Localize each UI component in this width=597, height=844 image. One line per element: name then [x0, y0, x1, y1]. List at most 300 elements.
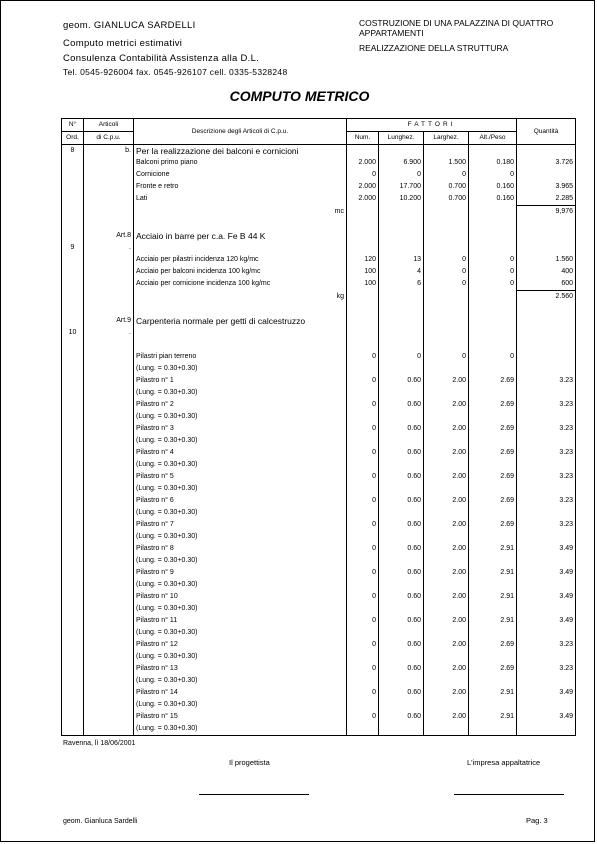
cell-descrizione: (Lung. = 0.30+0.30) — [134, 363, 347, 375]
table-row — [62, 339, 576, 351]
cell-altezza: 2.69 — [469, 447, 517, 459]
cell-ord — [62, 339, 84, 351]
table-row — [62, 639, 576, 651]
cell-altezza — [469, 145, 517, 158]
cell-quantita: 3.49 — [517, 711, 576, 723]
cell-quantita: 9,976 — [517, 206, 576, 219]
cell-larghezza — [424, 435, 469, 447]
table-row — [62, 169, 576, 181]
cell-descrizione: mc — [134, 206, 347, 219]
cell-ord: 9 — [62, 242, 84, 254]
table-row — [62, 483, 576, 495]
cell-larghezza: 2.00 — [424, 423, 469, 435]
cell-ord — [62, 206, 84, 219]
cell-quantita: 3.49 — [517, 591, 576, 603]
table-row — [62, 495, 576, 507]
cell-altezza: 2.91 — [469, 543, 517, 555]
table-row — [62, 603, 576, 615]
cell-altezza: 0 — [469, 351, 517, 363]
table-row — [62, 459, 576, 471]
cell-ord — [62, 711, 84, 723]
cell-altezza: 2.69 — [469, 639, 517, 651]
cell-lunghezza: 0 — [379, 351, 424, 363]
cell-descrizione: Pilastro n° 3 — [134, 423, 347, 435]
cell-larghezza — [424, 411, 469, 423]
cell-articolo — [84, 423, 134, 435]
cell-num: 120 — [347, 254, 379, 266]
cell-quantita: 3.49 — [517, 687, 576, 699]
cell-descrizione: Per la realizzazione dei balconi e cornicioni — [134, 145, 347, 158]
cell-altezza: 2.69 — [469, 399, 517, 411]
cell-larghezza: 0 — [424, 351, 469, 363]
cell-articolo — [84, 627, 134, 639]
cell-lunghezza: 0.60 — [379, 567, 424, 579]
cell-larghezza: 0 — [424, 266, 469, 278]
cell-quantita — [517, 218, 576, 230]
cell-num — [347, 723, 379, 736]
cell-num — [347, 603, 379, 615]
cell-quantita — [517, 230, 576, 242]
cell-articolo: . — [84, 242, 134, 254]
cell-larghezza: 2.00 — [424, 399, 469, 411]
cell-ord — [62, 351, 84, 363]
cell-larghezza — [424, 242, 469, 254]
cell-ord — [62, 266, 84, 278]
cell-larghezza: 2.00 — [424, 711, 469, 723]
cell-descrizione: (Lung. = 0.30+0.30) — [134, 603, 347, 615]
cell-lunghezza: 0.60 — [379, 663, 424, 675]
cell-ord — [62, 303, 84, 315]
cell-num: 0 — [347, 591, 379, 603]
cell-num — [347, 230, 379, 242]
cell-descrizione: Acciaio per cornicione incidenza 100 kg/mc — [134, 278, 347, 291]
cell-quantita — [517, 675, 576, 687]
cell-quantita — [517, 351, 576, 363]
cell-lunghezza — [379, 627, 424, 639]
cell-ord — [62, 435, 84, 447]
table-row — [62, 723, 576, 736]
cell-lunghezza: 0.60 — [379, 543, 424, 555]
table-row — [62, 675, 576, 687]
cell-num: 0 — [347, 447, 379, 459]
cell-altezza — [469, 483, 517, 495]
col-header-num: Num. — [347, 132, 379, 145]
cell-altezza: 2.91 — [469, 567, 517, 579]
cell-quantita — [517, 723, 576, 736]
cell-descrizione — [134, 339, 347, 351]
cell-altezza: 2.91 — [469, 711, 517, 723]
cell-quantita — [517, 339, 576, 351]
cell-num: 0 — [347, 711, 379, 723]
cell-altezza: 2.69 — [469, 495, 517, 507]
cell-descrizione: Acciaio in barre per c.a. Fe B 44 K — [134, 230, 347, 242]
table-row — [62, 651, 576, 663]
cell-lunghezza — [379, 242, 424, 254]
cell-num: 2.000 — [347, 193, 379, 206]
cell-lunghezza — [379, 723, 424, 736]
cell-altezza — [469, 651, 517, 663]
cell-ord — [62, 230, 84, 242]
cell-descrizione: Pilastro n° 13 — [134, 663, 347, 675]
cell-num: 0 — [347, 567, 379, 579]
cell-descrizione: Balconi primo piano — [134, 157, 347, 169]
cell-ord — [62, 181, 84, 193]
cell-altezza — [469, 675, 517, 687]
cell-quantita — [517, 579, 576, 591]
cell-ord — [62, 603, 84, 615]
cell-quantita: 600 — [517, 278, 576, 291]
col-header-lunghezza: Lunghez. — [379, 132, 424, 145]
cell-num — [347, 651, 379, 663]
cell-larghezza — [424, 603, 469, 615]
table-row — [62, 218, 576, 230]
cell-quantita: 3.23 — [517, 519, 576, 531]
signature-label-progettista: Il progettista — [229, 758, 270, 767]
cell-quantita — [517, 651, 576, 663]
cell-descrizione: Pilastro n° 6 — [134, 495, 347, 507]
footer-author: geom. Gianluca Sardelli — [63, 818, 138, 825]
cell-altezza: 2.69 — [469, 375, 517, 387]
cell-altezza: 0.160 — [469, 193, 517, 206]
table-row — [62, 327, 576, 339]
table-row — [62, 291, 576, 304]
cell-quantita: 400 — [517, 266, 576, 278]
table-row — [62, 278, 576, 291]
cell-lunghezza: 0.60 — [379, 687, 424, 699]
cell-lunghezza: 6.900 — [379, 157, 424, 169]
cell-num — [347, 315, 379, 327]
table-row — [62, 206, 576, 219]
cell-ord: 10 — [62, 327, 84, 339]
cell-descrizione: (Lung. = 0.30+0.30) — [134, 531, 347, 543]
cell-ord — [62, 423, 84, 435]
cell-articolo — [84, 193, 134, 206]
cell-lunghezza — [379, 363, 424, 375]
table-body — [62, 145, 576, 736]
cell-altezza — [469, 206, 517, 219]
cell-ord — [62, 579, 84, 591]
table-row — [62, 351, 576, 363]
cell-larghezza — [424, 507, 469, 519]
cell-quantita — [517, 169, 576, 181]
cell-quantita: 3.965 — [517, 181, 576, 193]
cell-descrizione: (Lung. = 0.30+0.30) — [134, 627, 347, 639]
cell-larghezza: 0.700 — [424, 193, 469, 206]
cell-descrizione: Acciaio per balconi incidenza 100 kg/mc — [134, 266, 347, 278]
cell-quantita — [517, 627, 576, 639]
cell-ord — [62, 483, 84, 495]
cell-ord — [62, 687, 84, 699]
cell-ord — [62, 615, 84, 627]
cell-lunghezza — [379, 531, 424, 543]
cell-articolo — [84, 723, 134, 736]
cell-larghezza: 2.00 — [424, 519, 469, 531]
cell-num — [347, 555, 379, 567]
cell-lunghezza — [379, 459, 424, 471]
cell-ord — [62, 591, 84, 603]
cell-articolo — [84, 218, 134, 230]
col-header-articoli: Articoli — [84, 119, 134, 132]
cell-num — [347, 339, 379, 351]
cell-num: 0 — [347, 169, 379, 181]
table-row — [62, 579, 576, 591]
cell-quantita: 3.23 — [517, 663, 576, 675]
cell-larghezza — [424, 531, 469, 543]
cell-quantita: 3.49 — [517, 567, 576, 579]
cell-articolo — [84, 615, 134, 627]
cell-quantita — [517, 531, 576, 543]
cell-articolo — [84, 363, 134, 375]
cell-altezza — [469, 699, 517, 711]
cell-larghezza — [424, 291, 469, 304]
cell-larghezza: 0.700 — [424, 181, 469, 193]
cell-larghezza: 2.00 — [424, 495, 469, 507]
cell-altezza — [469, 507, 517, 519]
cell-articolo — [84, 169, 134, 181]
cell-quantita: 3.23 — [517, 495, 576, 507]
cell-larghezza: 0 — [424, 169, 469, 181]
cell-larghezza: 2.00 — [424, 687, 469, 699]
cell-articolo — [84, 603, 134, 615]
table-row — [62, 157, 576, 169]
cell-num — [347, 387, 379, 399]
cell-articolo — [84, 303, 134, 315]
cell-num — [347, 291, 379, 304]
cell-altezza: 2.91 — [469, 687, 517, 699]
signature-line-impresa — [454, 794, 564, 795]
cell-num — [347, 459, 379, 471]
cell-quantita: 3.23 — [517, 423, 576, 435]
cell-larghezza — [424, 387, 469, 399]
cell-descrizione — [134, 242, 347, 254]
cell-quantita — [517, 363, 576, 375]
cell-quantita — [517, 411, 576, 423]
cell-articolo — [84, 266, 134, 278]
cell-ord — [62, 411, 84, 423]
cell-lunghezza — [379, 603, 424, 615]
cell-articolo — [84, 699, 134, 711]
cell-ord — [62, 375, 84, 387]
cell-num: 0 — [347, 351, 379, 363]
cell-articolo — [84, 555, 134, 567]
cell-articolo — [84, 351, 134, 363]
cell-descrizione — [134, 303, 347, 315]
cell-ord — [62, 651, 84, 663]
cell-descrizione: Cornicione — [134, 169, 347, 181]
cell-descrizione: (Lung. = 0.30+0.30) — [134, 387, 347, 399]
cell-larghezza: 2.00 — [424, 663, 469, 675]
cell-descrizione: Lati — [134, 193, 347, 206]
cell-articolo — [84, 675, 134, 687]
cell-lunghezza — [379, 507, 424, 519]
cell-lunghezza: 4 — [379, 266, 424, 278]
cell-num: 0 — [347, 495, 379, 507]
cell-descrizione: (Lung. = 0.30+0.30) — [134, 723, 347, 736]
cell-altezza — [469, 387, 517, 399]
cell-lunghezza: 0.60 — [379, 591, 424, 603]
cell-lunghezza: 6 — [379, 278, 424, 291]
page-title: COMPUTO METRICO — [229, 88, 370, 104]
cell-quantita — [517, 435, 576, 447]
table-row — [62, 435, 576, 447]
cell-quantita: 2.560 — [517, 291, 576, 304]
cell-altezza — [469, 411, 517, 423]
cell-ord — [62, 315, 84, 327]
cell-articolo — [84, 471, 134, 483]
cell-lunghezza: 0.60 — [379, 615, 424, 627]
cell-articolo — [84, 639, 134, 651]
cell-num: 0 — [347, 399, 379, 411]
cell-num — [347, 435, 379, 447]
cell-lunghezza — [379, 291, 424, 304]
cell-quantita — [517, 459, 576, 471]
cell-lunghezza — [379, 339, 424, 351]
cell-lunghezza: 0.60 — [379, 471, 424, 483]
table-row — [62, 375, 576, 387]
cell-quantita — [517, 145, 576, 158]
cell-num — [347, 699, 379, 711]
table-row — [62, 687, 576, 699]
cell-larghezza — [424, 218, 469, 230]
cell-altezza — [469, 339, 517, 351]
cell-altezza — [469, 363, 517, 375]
cell-articolo — [84, 399, 134, 411]
cell-lunghezza — [379, 651, 424, 663]
cell-lunghezza: 0.60 — [379, 399, 424, 411]
place-date: Ravenna, lì 18/06/2001 — [63, 740, 136, 747]
cell-quantita: 3.23 — [517, 447, 576, 459]
cell-num: 0 — [347, 615, 379, 627]
cell-num: 0 — [347, 543, 379, 555]
cell-larghezza — [424, 627, 469, 639]
table-row — [62, 254, 576, 266]
cell-larghezza: 0 — [424, 254, 469, 266]
cell-altezza: 0 — [469, 169, 517, 181]
cell-num — [347, 411, 379, 423]
cell-articolo — [84, 278, 134, 291]
table-row — [62, 423, 576, 435]
cell-articolo — [84, 483, 134, 495]
cell-articolo — [84, 591, 134, 603]
cell-ord — [62, 555, 84, 567]
cell-lunghezza: 13 — [379, 254, 424, 266]
cell-num — [347, 363, 379, 375]
cell-lunghezza: 0.60 — [379, 375, 424, 387]
cell-larghezza — [424, 145, 469, 158]
cell-num — [347, 507, 379, 519]
cell-lunghezza — [379, 675, 424, 687]
table-row — [62, 315, 576, 327]
cell-ord — [62, 663, 84, 675]
cell-ord — [62, 723, 84, 736]
col-header-altezza: Alt./Peso — [469, 132, 517, 145]
cell-quantita: 2.285 — [517, 193, 576, 206]
cell-altezza — [469, 242, 517, 254]
cell-articolo — [84, 435, 134, 447]
page-number: Pag. 3 — [526, 816, 548, 825]
cell-ord — [62, 278, 84, 291]
cell-lunghezza: 17.700 — [379, 181, 424, 193]
table-row — [62, 303, 576, 315]
cell-larghezza — [424, 363, 469, 375]
cell-descrizione: (Lung. = 0.30+0.30) — [134, 459, 347, 471]
cell-quantita: 3.49 — [517, 543, 576, 555]
cell-articolo: b. — [84, 145, 134, 158]
cell-altezza: 2.69 — [469, 423, 517, 435]
cell-lunghezza — [379, 483, 424, 495]
cell-lunghezza — [379, 218, 424, 230]
cell-altezza — [469, 627, 517, 639]
cell-altezza: 0.160 — [469, 181, 517, 193]
cell-articolo: Art.9 — [84, 315, 134, 327]
cell-num — [347, 531, 379, 543]
cell-lunghezza: 0.60 — [379, 639, 424, 651]
cell-descrizione: Acciaio per pilastri incidenza 120 kg/mc — [134, 254, 347, 266]
cell-descrizione: (Lung. = 0.30+0.30) — [134, 411, 347, 423]
cell-quantita — [517, 507, 576, 519]
cell-descrizione: (Lung. = 0.30+0.30) — [134, 483, 347, 495]
author-contacts: Tel. 0545-926004 fax. 0545-926107 cell. 0335-5328248 — [63, 67, 288, 77]
cell-articolo — [84, 387, 134, 399]
cell-ord — [62, 675, 84, 687]
cell-larghezza — [424, 675, 469, 687]
cell-num: 100 — [347, 278, 379, 291]
project-line-1: COSTRUZIONE DI UNA PALAZZINA DI QUATTRO — [359, 18, 554, 28]
cell-altezza: 0 — [469, 266, 517, 278]
cell-articolo — [84, 687, 134, 699]
cell-quantita — [517, 699, 576, 711]
cell-articolo — [84, 339, 134, 351]
table-row — [62, 615, 576, 627]
cell-articolo — [84, 157, 134, 169]
cell-articolo — [84, 567, 134, 579]
cell-ord — [62, 543, 84, 555]
author-name: geom. GIANLUCA SARDELLI — [63, 20, 196, 31]
cell-lunghezza — [379, 303, 424, 315]
col-header-larghezza: Larghez. — [424, 132, 469, 145]
cell-altezza: 0.180 — [469, 157, 517, 169]
table-row — [62, 591, 576, 603]
cell-ord — [62, 519, 84, 531]
cell-lunghezza — [379, 230, 424, 242]
cell-lunghezza: 0.60 — [379, 495, 424, 507]
cell-altezza — [469, 435, 517, 447]
cell-altezza — [469, 555, 517, 567]
cell-quantita: 3.23 — [517, 639, 576, 651]
cell-num: 100 — [347, 266, 379, 278]
cell-num — [347, 206, 379, 219]
cell-larghezza — [424, 327, 469, 339]
cell-larghezza — [424, 579, 469, 591]
table-row — [62, 242, 576, 254]
cell-lunghezza — [379, 555, 424, 567]
cell-larghezza: 2.00 — [424, 471, 469, 483]
cell-quantita — [517, 387, 576, 399]
author-line-2: Computo metrici estimativi — [63, 38, 183, 49]
cell-larghezza — [424, 206, 469, 219]
cell-articolo — [84, 711, 134, 723]
cell-ord — [62, 507, 84, 519]
cell-altezza — [469, 230, 517, 242]
cell-altezza: 2.69 — [469, 471, 517, 483]
col-header-fattori: FATTORI — [347, 119, 517, 132]
cell-articolo: . — [84, 327, 134, 339]
table-row — [62, 266, 576, 278]
cell-descrizione: Pilastro n° 7 — [134, 519, 347, 531]
cell-articolo — [84, 291, 134, 304]
table-row — [62, 145, 576, 158]
cell-num: 0 — [347, 375, 379, 387]
